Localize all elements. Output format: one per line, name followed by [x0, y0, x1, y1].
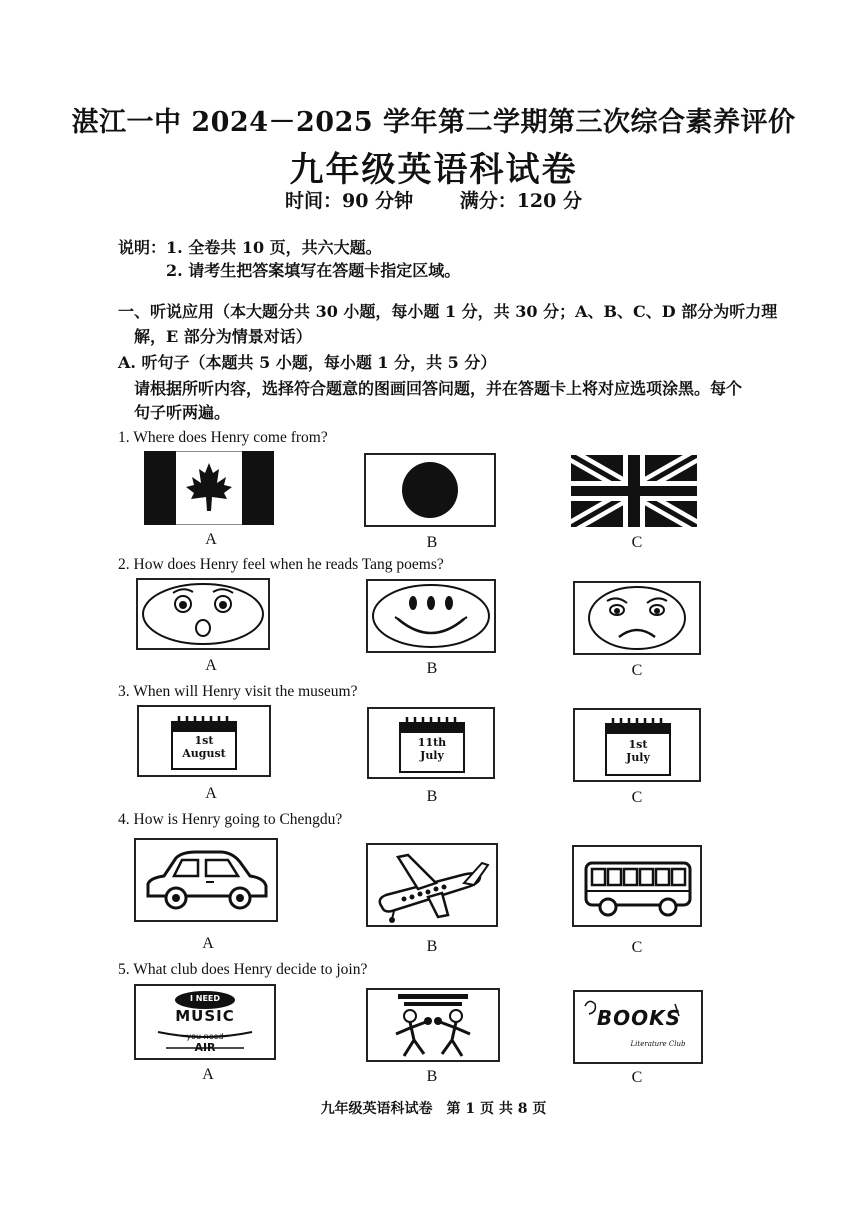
calendar-c-day: 1st: [628, 738, 648, 751]
plane-icon[interactable]: [366, 843, 498, 927]
books-sub-text: Literature Club: [630, 1040, 686, 1048]
question-3: 3. When will Henry visit the museum?: [118, 683, 358, 700]
partA-instruction-1: 请根据所听内容，选择符合题意的图画回答问题，并在答题卡上将对应选项涂黑。每个: [134, 379, 743, 398]
music-air-text: AIR: [194, 1041, 216, 1054]
exam-title: 湛江一中 2024－2025 学年第二学期第三次综合素养评价: [71, 107, 796, 138]
calendar-c-month: July: [626, 751, 650, 764]
question-5: 5. What club does Henry decide to join?: [118, 961, 368, 978]
q1-option-c[interactable]: C: [631, 534, 643, 551]
music-you-need-text: you need: [186, 1032, 224, 1041]
q2-option-c[interactable]: C: [631, 662, 643, 679]
exam-time: 时间：90 分钟: [285, 190, 414, 212]
calendar-a-month: August: [182, 747, 226, 760]
q1-option-b[interactable]: B: [426, 534, 438, 551]
q3-option-c[interactable]: C: [631, 789, 643, 806]
calendar-a-day: 1st: [194, 734, 214, 747]
calendar-icon[interactable]: [137, 705, 271, 777]
surprised-face-icon[interactable]: [136, 578, 270, 650]
music-club-icon[interactable]: [134, 984, 276, 1060]
calendar-b-day: 11th: [417, 736, 447, 749]
uk-flag-icon[interactable]: [571, 455, 697, 527]
sad-face-icon[interactable]: [573, 581, 701, 655]
section1-heading-2: 解，E 部分为情景对话）: [134, 327, 312, 346]
q2-option-b[interactable]: B: [426, 660, 438, 677]
q2-option-a[interactable]: A: [205, 657, 217, 674]
calendar-icon[interactable]: [573, 708, 701, 782]
q3-option-b[interactable]: B: [426, 788, 438, 805]
sports-club-icon[interactable]: [366, 988, 500, 1062]
exam-full-score: 满分：120 分: [459, 190, 582, 212]
books-main-text: BOOKS: [596, 1006, 682, 1030]
q3-option-a[interactable]: A: [205, 785, 217, 802]
q4-option-a[interactable]: A: [202, 935, 214, 952]
books-club-icon[interactable]: [573, 990, 703, 1064]
japan-flag-icon[interactable]: [364, 453, 496, 527]
car-icon[interactable]: [134, 838, 278, 922]
section1-heading-1: 一、听说应用（本大题分共 30 小题，每小题 1 分，共 30 分；A、B、C、D 部分为听力理: [118, 302, 778, 321]
q4-option-c[interactable]: C: [631, 939, 643, 956]
page-footer: 九年级英语科试卷 第 1 页 共 8 页: [320, 1101, 547, 1117]
smiling-face-icon[interactable]: [366, 579, 496, 653]
note-line-1: 说明：1. 全卷共 10 页，共六大题。: [118, 238, 382, 257]
q5-option-c[interactable]: C: [631, 1069, 643, 1086]
note-line-2: 2. 请考生把答案填写在答题卡指定区域。: [166, 261, 461, 280]
q1-option-a[interactable]: A: [205, 531, 217, 548]
music-top-text: I NEED: [189, 994, 221, 1003]
calendar-b-month: July: [420, 749, 444, 762]
q4-option-b[interactable]: B: [426, 938, 438, 955]
canada-flag-icon[interactable]: [144, 451, 274, 525]
music-main-text: MUSIC: [175, 1007, 235, 1025]
question-1: 1. Where does Henry come from?: [118, 429, 328, 446]
partA-title: A. 听句子（本题共 5 小题，每小题 1 分，共 5 分）: [118, 353, 497, 372]
question-2: 2. How does Henry feel when he reads Tang poems?: [118, 556, 444, 573]
partA-instruction-2: 句子听两遍。: [134, 403, 231, 422]
exam-time-score: [0, 186, 867, 213]
question-4: 4. How is Henry going to Chengdu?: [118, 811, 343, 828]
q5-option-b[interactable]: B: [426, 1068, 438, 1085]
bus-icon[interactable]: [572, 845, 702, 927]
q5-option-a[interactable]: A: [202, 1066, 214, 1083]
calendar-icon[interactable]: [367, 707, 495, 779]
exam-subtitle: 九年级英语科试卷: [289, 150, 578, 190]
